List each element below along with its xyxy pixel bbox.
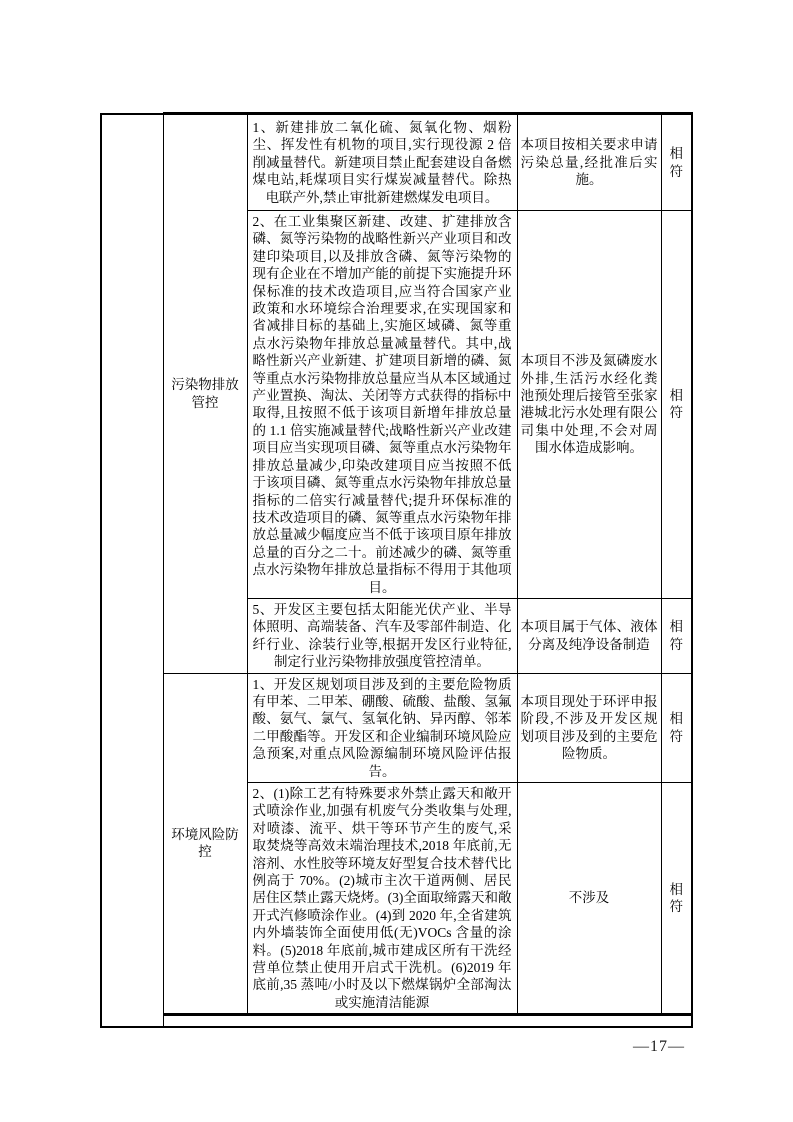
comparison-cell-4: 本项目现处于环评申报阶段,不涉及开发区规划项目涉及到的主要危险物质。 [517, 673, 661, 782]
comparison-cell-2: 本项目不涉及氮磷废水外排,生活污水经化粪池预处理后接管至张家港城北污水处理有限公司集中处理,不会对周围水体造成影响。 [517, 211, 661, 599]
requirement-cell-1: 1、新建排放二氧化硫、氮氧化物、烟粉尘、挥发性有机物的项目,实行现役源 2 倍削减量替代。新建项目禁止配套建设自备燃煤电站,耗煤项目实行煤炭减量替代。除热电联产外,禁止审批新建燃煤发电项目。 [247, 114, 517, 211]
page-number: —17— [633, 1038, 685, 1055]
section-label-environmental-risk-control: 环境风险防控 [163, 673, 247, 1015]
comparison-cell-5: 不涉及 [517, 783, 661, 1015]
compliance-table [100, 112, 693, 1028]
result-cell-4: 相符 [661, 673, 692, 782]
result-cell-2: 相符 [661, 211, 692, 599]
section-label-pollutant-discharge-control: 污染物排放管控 [163, 114, 247, 674]
requirement-cell-5: 2、(1)除工艺有特殊要求外禁止露天和敞开式喷涂作业,加强有机废气分类收集与处理,对喷漆、流平、烘干等环节产生的废气,采取焚烧等高效末端治理技术,2018 年底前,无溶剂、水性胶等环境友好型复合技术替代比例高于 70%。(2)城市主次干道两侧、居民居住区禁止露天烧烤。(3)全面取缔露天和敞开式汽修喷涂作业。(4)到 2020 年,全省建筑内外墙装饰全面使用低(无)VOCs 含量的涂料。(5)2018 年底前,城市建成区所有干洗经营单位禁止使用开启式干洗机。(6)2019 年底前,35 蒸吨/小时及以下燃煤锅炉全部淘汰或实施清洁能源 [247, 783, 517, 1015]
comparison-cell-3: 本项目属于气体、液体分离及纯净设备制造 [517, 598, 661, 673]
requirement-cell-3: 5、开发区主要包括太阳能光伏产业、半导体照明、高端装备、汽车及零部件制造、化纤行业、涂装行业等,根据开发区行业特征,制定行业污染物排放强度管控清单。 [247, 598, 517, 673]
result-cell-5: 相符 [661, 783, 692, 1015]
requirement-cell-2: 2、在工业集聚区新建、改建、扩建排放含磷、氮等污染物的战略性新兴产业项目和改建印染项目,以及排放含磷、氮等污染物的现有企业在不增加产能的前提下实施提升环保标准的技术改造项目,应当符合国家产业政策和水环境综合治理要求,在实现国家和省减排目标的基础上,实施区域磷、氮等重点水污染物年排放总量减量替代。其中,战略性新兴产业新建、扩建项目新增的磷、氮等重点水污染物排放总量应当从本区域通过产业置换、淘汰、关闭等方式获得的指标中取得,且按照不低于该项目新增年排放总量的 1.1 倍实施减量替代;战略性新兴产业改建项目应当实现项目磷、氮等重点水污染物年排放总量减少,印染改建项目应当按照不低于该项目磷、氮等重点水污染物年排放总量指标的二倍实行减量替代;提升环保标准的技术改造项目的磷、氮等重点水污染物年排放总量减少幅度应当不低于该项目原年排放总量的百分之二十。前述减少的磷、氮等重点水污染物年排放总量指标不得用于其他项目。 [247, 211, 517, 599]
result-cell-1: 相符 [661, 114, 692, 211]
comparison-cell-1: 本项目按相关要求申请污染总量,经批准后实施。 [517, 114, 661, 211]
requirement-cell-4: 1、开发区规划项目涉及到的主要危险物质有甲苯、二甲苯、硼酸、硫酸、盐酸、氢氟酸、氨气、氯气、氢氧化钠、异丙醇、邻苯二甲酸酯等。开发区和企业编制环境风险应急预案,对重点风险源编制环境风险评估报告。 [247, 673, 517, 782]
category-column-empty-cell [101, 114, 163, 1028]
table-continuation-cut-line [163, 1015, 692, 1028]
result-cell-3: 相符 [661, 598, 692, 673]
